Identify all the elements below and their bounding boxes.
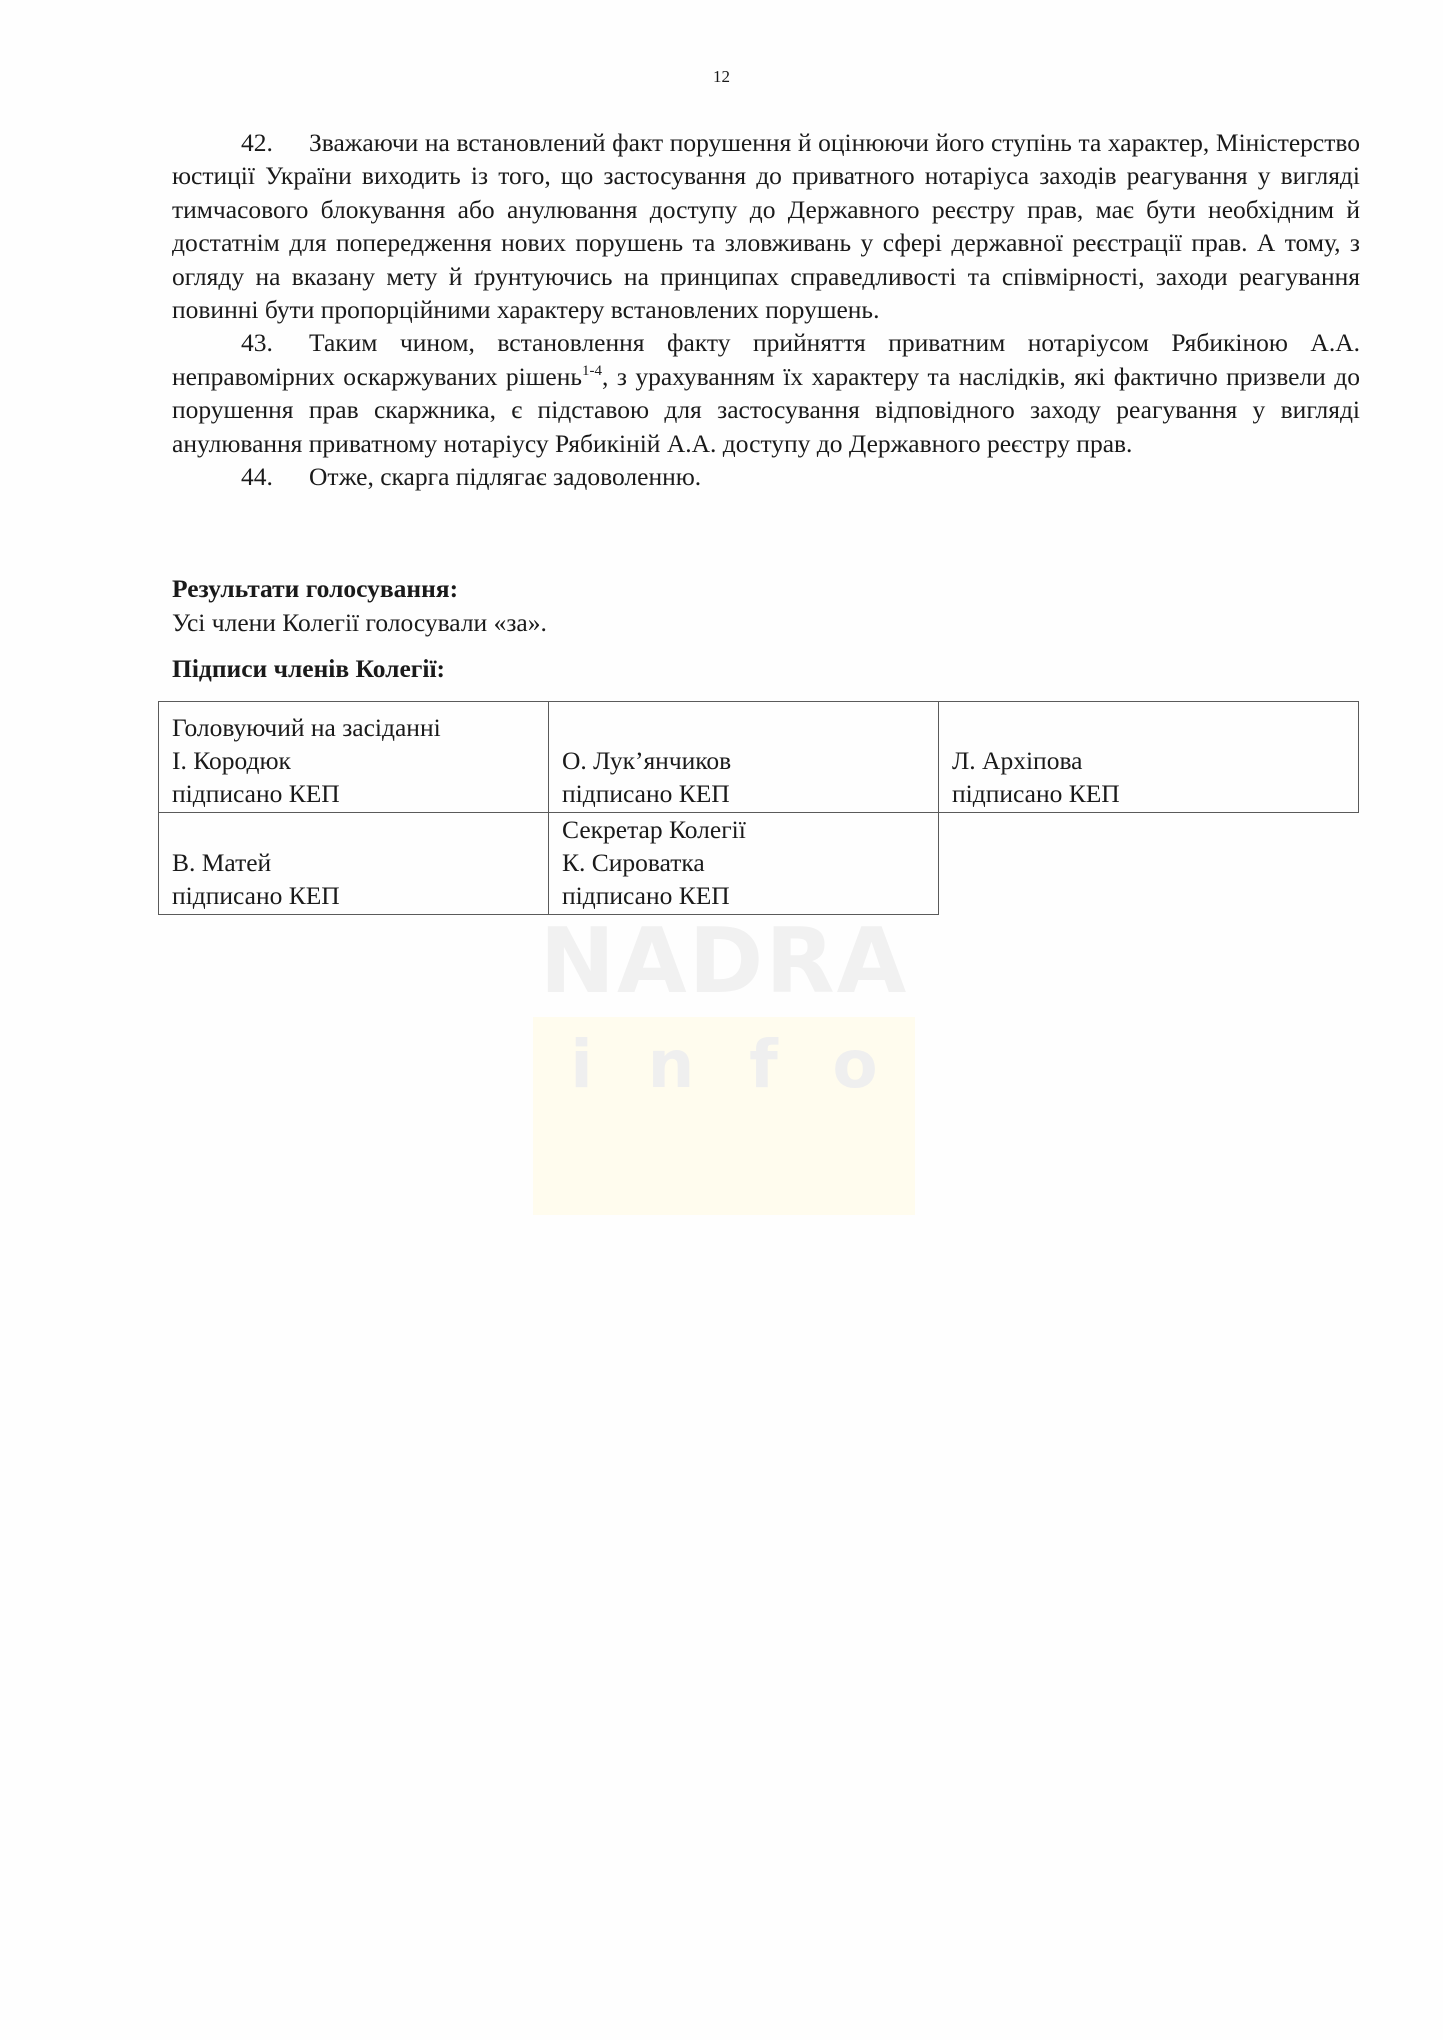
signatures-row — [159, 813, 1359, 915]
paragraph-number: 43. — [241, 328, 273, 358]
signature-cell — [939, 702, 1359, 813]
paragraph-text: Отже, скарга підлягає задоволенню. — [309, 462, 702, 492]
signature-cell — [159, 813, 549, 915]
paragraph-number: 42. — [241, 128, 273, 157]
signature-status: підписано КЕП — [952, 779, 1120, 808]
signatures-section — [172, 652, 1360, 686]
watermark-info — [533, 1025, 915, 1105]
paragraph-text: Таким чином, встановлення факту прийняття приватним нотаріусом Рябикіною А.А. неправомірних оскаржуваних рішень — [172, 328, 1360, 391]
watermark-letter: f — [749, 1026, 778, 1103]
signature-cell — [159, 702, 549, 813]
document-body — [172, 126, 1360, 493]
signer-name: В. Матей — [172, 848, 272, 877]
watermark-letter: o — [832, 1026, 878, 1103]
signature-status: підписано КЕП — [562, 881, 730, 910]
signer-name: І. Кородюк — [172, 746, 291, 775]
voting-section — [172, 572, 1360, 640]
paragraph-42 — [172, 126, 1360, 326]
signer-role: Головуючий на засіданні — [172, 713, 441, 742]
page-number: 12 — [713, 67, 730, 86]
signature-status: підписано КЕП — [172, 779, 340, 808]
paragraph-text-continued: , з урахуванням їх характеру та наслідків, які фактично призвели до порушення прав скаржника, є підставою для застосування відповідного заходу реагування у вигляді анулювання приватному нотаріусу Рябикіній А.А. доступу до Державного реєстру прав. — [172, 361, 1360, 458]
signature-status: підписано КЕП — [562, 779, 730, 808]
paragraph-text: Зважаючи на встановлений факт порушення й оцінюючи його ступінь та характер, Міністерство юстиції України виходить із того, що застосування до приватного нотаріуса заходів реагування у вигляді тимчасового блокування або анулювання доступу до Державного реєстру прав, має бути необхідним й достатнім для попередження нових порушень та зловживань у сфері державної реєстрації прав. А тому, з огляду на вказану мету й ґрунтуючись на принципах справедливості та співмірності, заходи реагування повинні бути пропорційними характеру встановлених порушень. — [172, 128, 1360, 325]
paragraph-44 — [172, 460, 1360, 493]
signer-role: Секретар Колегії — [562, 815, 746, 844]
signature-cell — [549, 813, 939, 915]
empty-cell — [939, 813, 1359, 915]
signer-name: О. Лук’янчиков — [562, 746, 732, 775]
paragraph-number: 44. — [241, 462, 273, 492]
signer-name: К. Сироватка — [562, 848, 705, 877]
signature-status: підписано КЕП — [172, 881, 340, 910]
signature-cell — [549, 702, 939, 813]
signatures-table — [158, 701, 1359, 915]
watermark-letter: n — [647, 1026, 695, 1103]
footnote-reference: 1-4 — [582, 362, 602, 379]
watermark-letter: i — [570, 1026, 593, 1103]
signer-name: Л. Архіпова — [952, 746, 1083, 775]
watermark-logo-text: NADRA — [539, 909, 909, 1014]
signatures-heading: Підписи членів Колегії: — [172, 654, 446, 683]
voting-result: Усі члени Колегії голосували «за». — [172, 608, 547, 637]
voting-heading: Результати голосування: — [172, 574, 459, 603]
paragraph-43 — [172, 326, 1360, 460]
signatures-row — [159, 702, 1359, 813]
